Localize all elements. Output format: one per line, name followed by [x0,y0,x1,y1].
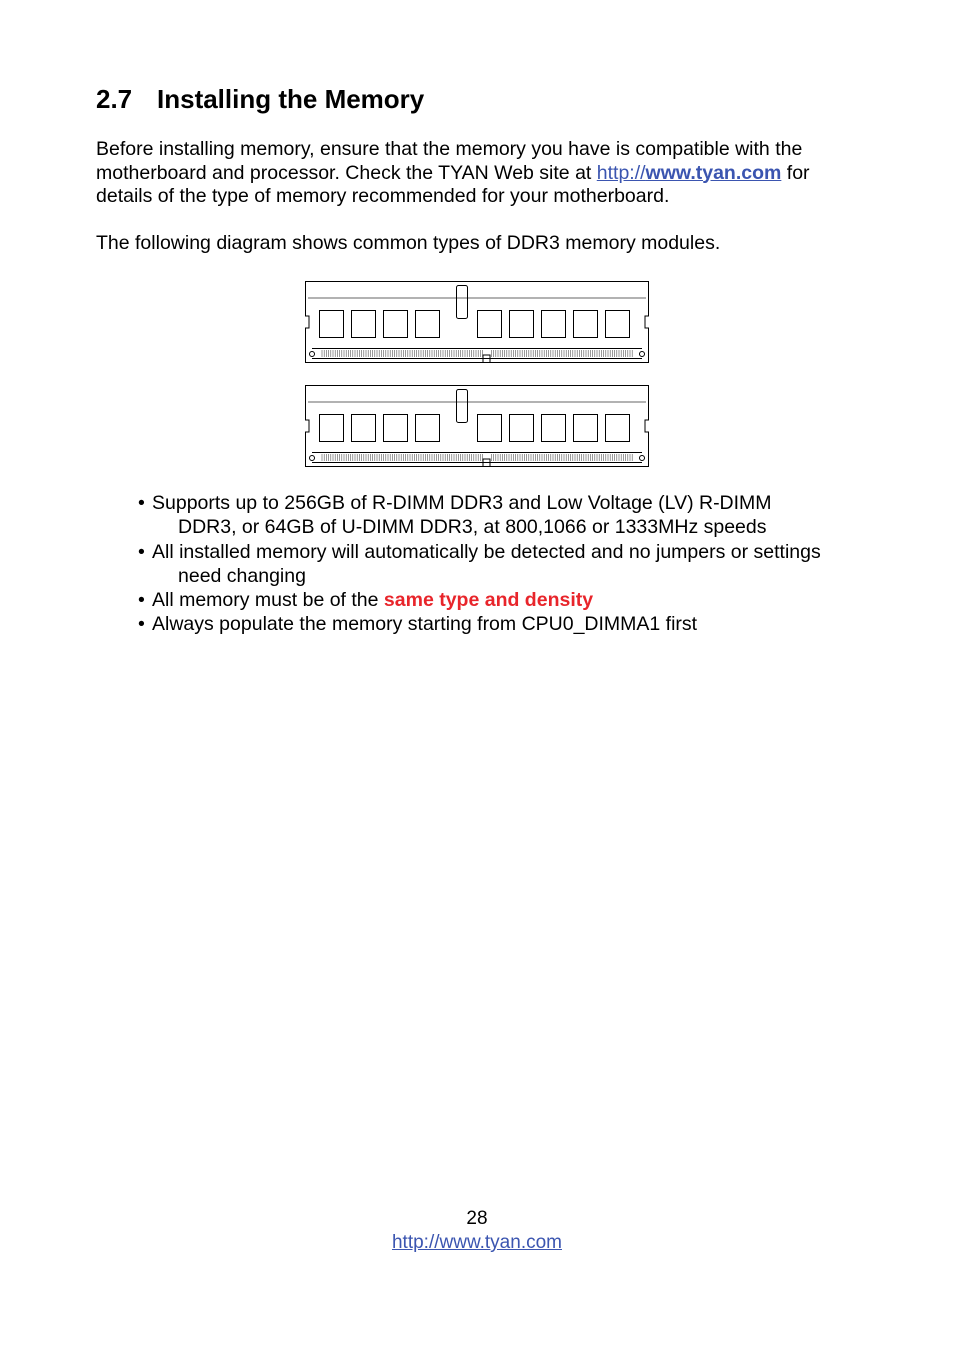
section-heading [96,82,424,116]
memory-chip [606,415,630,442]
contact-pins [322,454,632,461]
footer-link[interactable] [0,1231,954,1255]
mount-hole [310,352,315,357]
dimm-module [306,282,649,363]
memory-chip [510,311,534,338]
link-domain: www.tyan.com [645,161,782,184]
page-number: 28 [466,1208,488,1229]
list-item-continuation: need changing [178,564,306,587]
intro-text-end: for details of the type of memory recommended for your motherboard. [96,161,810,207]
memory-chip [606,311,630,338]
list-item-text: All memory must be of the [152,589,384,612]
memory-chip [478,415,502,442]
list-item [138,491,868,540]
mount-hole [310,456,315,461]
memory-chip [352,311,376,338]
list-item-text: Always populate the memory starting from CPU0_DIMMA1 first [152,613,698,636]
spd-component [457,390,468,423]
list-item-text: All installed memory will automatically be detected and no jumpers or settings [152,540,821,563]
memory-chip [320,415,344,442]
intro-paragraph [96,138,866,209]
link-prefix: http:// [596,161,646,184]
list-item-text: Supports up to 256GB of R-DIMM DDR3 and Low Voltage (LV) R-DIMM [152,492,772,514]
list-item-continuation: DDR3, or 64GB of U-DIMM DDR3, at 800,1066 or 1333MHz speeds [178,516,767,539]
memory-requirements-list [138,491,868,637]
contact-pins [322,350,632,357]
bullet-icon: • [138,492,145,514]
section-number: 2.7 [96,84,133,114]
ddr3-modules-diagram [302,278,652,470]
memory-chip [542,415,566,442]
footer-url: http://www.tyan.com [391,1232,562,1253]
bullet-icon: • [138,589,145,612]
list-item [138,612,868,636]
list-item [138,588,868,612]
diagram-caption: The following diagram shows common types of DDR3 memory modules. [96,232,721,254]
memory-chip [320,311,344,338]
memory-chip [574,415,598,442]
memory-chip [510,415,534,442]
bullet-icon: • [138,613,145,636]
dimm-module [306,386,649,467]
memory-chip [478,311,502,338]
memory-chip [384,311,408,338]
emphasis-text: same type and density [383,589,594,612]
list-item [138,540,868,589]
memory-chip [352,415,376,442]
memory-chip [384,415,408,442]
memory-chip [574,311,598,338]
intro-text: Before installing memory, ensure that the memory you have is compatible with the motherboard and processor. Check the TYAN Web site at [96,138,803,184]
mount-hole [640,352,645,357]
memory-chip [416,311,440,338]
tyan-website-link[interactable] [597,162,782,184]
bullet-icon: • [138,540,145,563]
mount-hole [640,456,645,461]
memory-chip [542,311,566,338]
spd-component [457,286,468,319]
memory-chip [416,415,440,442]
section-title: Installing the Memory [157,84,425,114]
